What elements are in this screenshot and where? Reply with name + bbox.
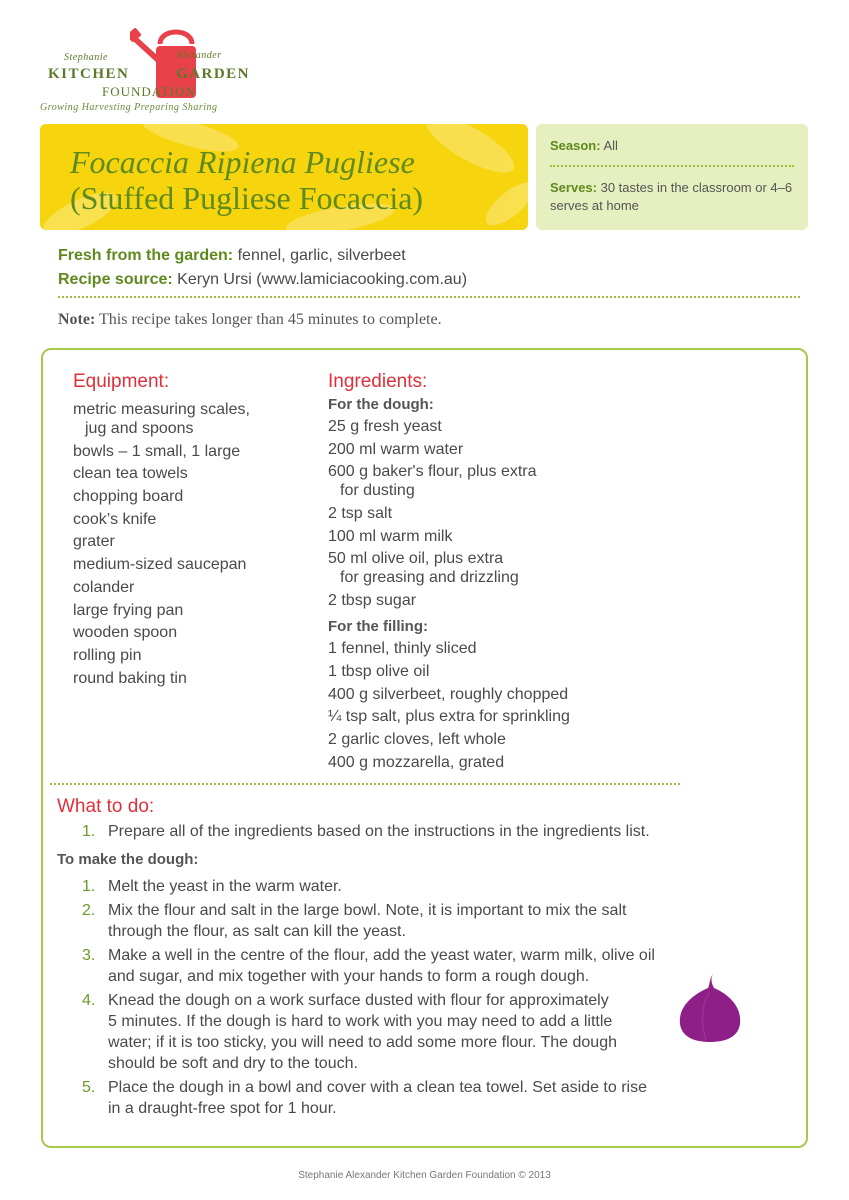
recipe-meta bbox=[58, 244, 467, 292]
equipment-item-text: cook’s knife bbox=[73, 510, 157, 528]
equipment-item-text: wooden spoon bbox=[73, 624, 178, 642]
ingredient-item-text: 25 g fresh yeast bbox=[328, 418, 442, 435]
equipment-list bbox=[73, 400, 313, 691]
equipment-item bbox=[73, 442, 313, 461]
ingredient-item-text: 2 tsp salt bbox=[328, 505, 393, 523]
serves-label: Serves: bbox=[550, 180, 597, 195]
season-value: All bbox=[603, 138, 618, 153]
note-label: Note: bbox=[58, 311, 96, 328]
serves-value: 30 tastes in the classroom or 4–6 serves at home bbox=[550, 180, 793, 213]
step-text: Knead the dough on a work surface dusted with flour for approximately bbox=[108, 992, 609, 1009]
logo-text-kitchen: KITCHEN bbox=[48, 66, 130, 82]
source-value: Keryn Ursi (www.lamiciacooking.com.au) bbox=[177, 271, 468, 288]
logo-tagline: Growing Harvesting Preparing Sharing bbox=[40, 102, 218, 113]
equipment-item-text: medium-sized saucepan bbox=[73, 556, 247, 574]
ingredient-item bbox=[328, 753, 748, 772]
method-step bbox=[82, 900, 722, 942]
filling-ingredients bbox=[328, 639, 748, 771]
equipment-item-text: round baking tin bbox=[73, 669, 187, 687]
step-text: 5 minutes. If the dough is hard to work with you may need to add a little bbox=[108, 1013, 613, 1030]
equipment-item bbox=[73, 669, 313, 688]
serves-row bbox=[550, 179, 794, 215]
ingredient-item bbox=[328, 685, 748, 704]
ingredient-item-text: ¼ tsp salt, plus extra for sprinkling bbox=[328, 708, 570, 726]
ingredient-item-text: 50 ml olive oil, plus extra bbox=[328, 550, 504, 568]
title-band bbox=[40, 124, 528, 230]
logo-text-alexander: Alexander bbox=[176, 50, 222, 61]
step-text: Make a well in the centre of the flour, add the yeast water, warm milk, olive oil bbox=[108, 947, 655, 964]
ingredient-item-text: 600 g baker's flour, plus extra bbox=[328, 463, 537, 481]
fresh-row bbox=[58, 244, 467, 268]
equipment-item-text: large frying pan bbox=[73, 601, 184, 619]
step-text: through the flour, as salt can kill the yeast. bbox=[108, 923, 406, 940]
ingredient-item bbox=[328, 549, 748, 587]
season-label: Season: bbox=[550, 138, 601, 153]
ingredient-item-text: 100 ml warm milk bbox=[328, 527, 453, 545]
foundation-logo bbox=[38, 22, 268, 122]
what-to-do-title: What to do: bbox=[57, 796, 155, 817]
equipment-item bbox=[73, 555, 313, 574]
season-row bbox=[550, 138, 794, 153]
dough-steps bbox=[82, 876, 722, 1122]
ingredient-item-text: 1 fennel, thinly sliced bbox=[328, 640, 477, 658]
step-text: Place the dough in a bowl and cover with a clean tea towel. Set aside to rise bbox=[108, 1079, 647, 1096]
equipment-item bbox=[73, 487, 313, 506]
filling-ingredients-heading: For the filling: bbox=[328, 618, 428, 636]
ingredient-item bbox=[328, 462, 748, 500]
equipment-title: Equipment: bbox=[73, 371, 170, 392]
fresh-value: fennel, garlic, silverbeet bbox=[237, 247, 406, 264]
ingredient-item bbox=[328, 662, 748, 681]
step-text: Mix the flour and salt in the large bowl. Note, it is important to mix the salt bbox=[108, 902, 627, 919]
equipment-item-text: rolling pin bbox=[73, 646, 142, 664]
equipment-item bbox=[73, 532, 313, 551]
ingredient-item bbox=[328, 730, 748, 749]
logo-text-foundation: FOUNDATION bbox=[102, 84, 196, 99]
equipment-item-text: jug and spoons bbox=[85, 420, 194, 437]
step-text: Melt the yeast in the warm water. bbox=[108, 878, 342, 895]
step-number: 2. bbox=[82, 902, 96, 919]
equipment-item-text: bowls – 1 small, 1 large bbox=[73, 442, 241, 460]
equipment-item bbox=[73, 578, 313, 597]
equipment-item bbox=[73, 510, 313, 529]
method-step bbox=[82, 945, 722, 987]
ingredient-item-text: for dusting bbox=[340, 482, 415, 500]
step-text: Prepare all of the ingredients based on the instructions in the ingredients list. bbox=[108, 823, 650, 840]
equipment-item-text: colander bbox=[73, 578, 135, 596]
step-text: and sugar, and mix together with your hands to form a rough dough. bbox=[108, 968, 590, 985]
recipe-subtitle: (Stuffed Pugliese Focaccia) bbox=[70, 180, 424, 216]
step-number: 4. bbox=[82, 992, 96, 1009]
ingredient-item bbox=[328, 591, 748, 610]
equipment-item-text: grater bbox=[73, 533, 115, 551]
step-text: in a draught-free spot for 1 hour. bbox=[108, 1100, 337, 1117]
equipment-item bbox=[73, 646, 313, 665]
equipment-item bbox=[73, 400, 313, 438]
logo-text-stephanie: Stephanie bbox=[64, 52, 108, 63]
ingredients-title: Ingredients: bbox=[328, 371, 428, 392]
ingredient-item-text: 400 g mozzarella, grated bbox=[328, 753, 505, 771]
method-step bbox=[82, 821, 722, 842]
step-number: 1. bbox=[82, 823, 96, 840]
source-row bbox=[58, 268, 467, 292]
step-number: 3. bbox=[82, 947, 96, 964]
season-divider bbox=[550, 165, 794, 167]
equipment-item-text: clean tea towels bbox=[73, 465, 188, 483]
source-label: Recipe source: bbox=[58, 271, 173, 288]
ingredients-divider bbox=[50, 783, 680, 785]
ingredient-item-text: for greasing and drizzling bbox=[340, 569, 519, 587]
logo-text-garden: GARDEN bbox=[176, 66, 251, 82]
equipment-item bbox=[73, 464, 313, 483]
equipment-item-text: metric measuring scales, bbox=[73, 401, 250, 418]
step-number: 1. bbox=[82, 878, 96, 895]
meta-divider bbox=[58, 296, 800, 298]
recipe-title: Focaccia Ripiena Pugliese bbox=[70, 144, 415, 180]
fresh-label: Fresh from the garden: bbox=[58, 247, 234, 264]
method-step bbox=[82, 876, 722, 897]
step-number: 5. bbox=[82, 1079, 96, 1096]
dough-ingredients bbox=[328, 417, 748, 610]
garlic-icon bbox=[676, 972, 746, 1044]
ingredients-list bbox=[328, 396, 748, 775]
ingredient-item bbox=[328, 527, 748, 546]
ingredient-item bbox=[328, 440, 748, 459]
note-value: This recipe takes longer than 45 minutes to complete. bbox=[99, 311, 442, 328]
footer-copyright: Stephanie Alexander Kitchen Garden Foundation © 2013 bbox=[298, 1170, 551, 1181]
method-step bbox=[82, 990, 722, 1074]
ingredient-item-text: 2 tbsp sugar bbox=[328, 592, 417, 610]
ingredient-item-text: 400 g silverbeet, roughly chopped bbox=[328, 685, 569, 703]
ingredient-item-text: 1 tbsp olive oil bbox=[328, 662, 430, 680]
dough-method-heading: To make the dough: bbox=[57, 851, 199, 868]
intro-steps bbox=[82, 821, 722, 845]
step-text: water; if it is too sticky, you will need to add some more flour. The dough bbox=[108, 1034, 617, 1051]
ingredient-item bbox=[328, 504, 748, 523]
step-text: should be soft and dry to the touch. bbox=[108, 1055, 358, 1072]
equipment-item bbox=[73, 601, 313, 620]
ingredient-item-text: 2 garlic cloves, left whole bbox=[328, 730, 506, 748]
equipment-item bbox=[73, 623, 313, 642]
ingredient-item bbox=[328, 707, 748, 726]
ingredient-item bbox=[328, 639, 748, 658]
ingredient-item bbox=[328, 417, 748, 436]
equipment-item-text: chopping board bbox=[73, 488, 184, 506]
note bbox=[58, 311, 442, 329]
ingredient-item-text: 200 ml warm water bbox=[328, 440, 464, 458]
season-box bbox=[536, 124, 808, 230]
dough-ingredients-heading: For the dough: bbox=[328, 396, 434, 413]
method-step bbox=[82, 1077, 722, 1119]
